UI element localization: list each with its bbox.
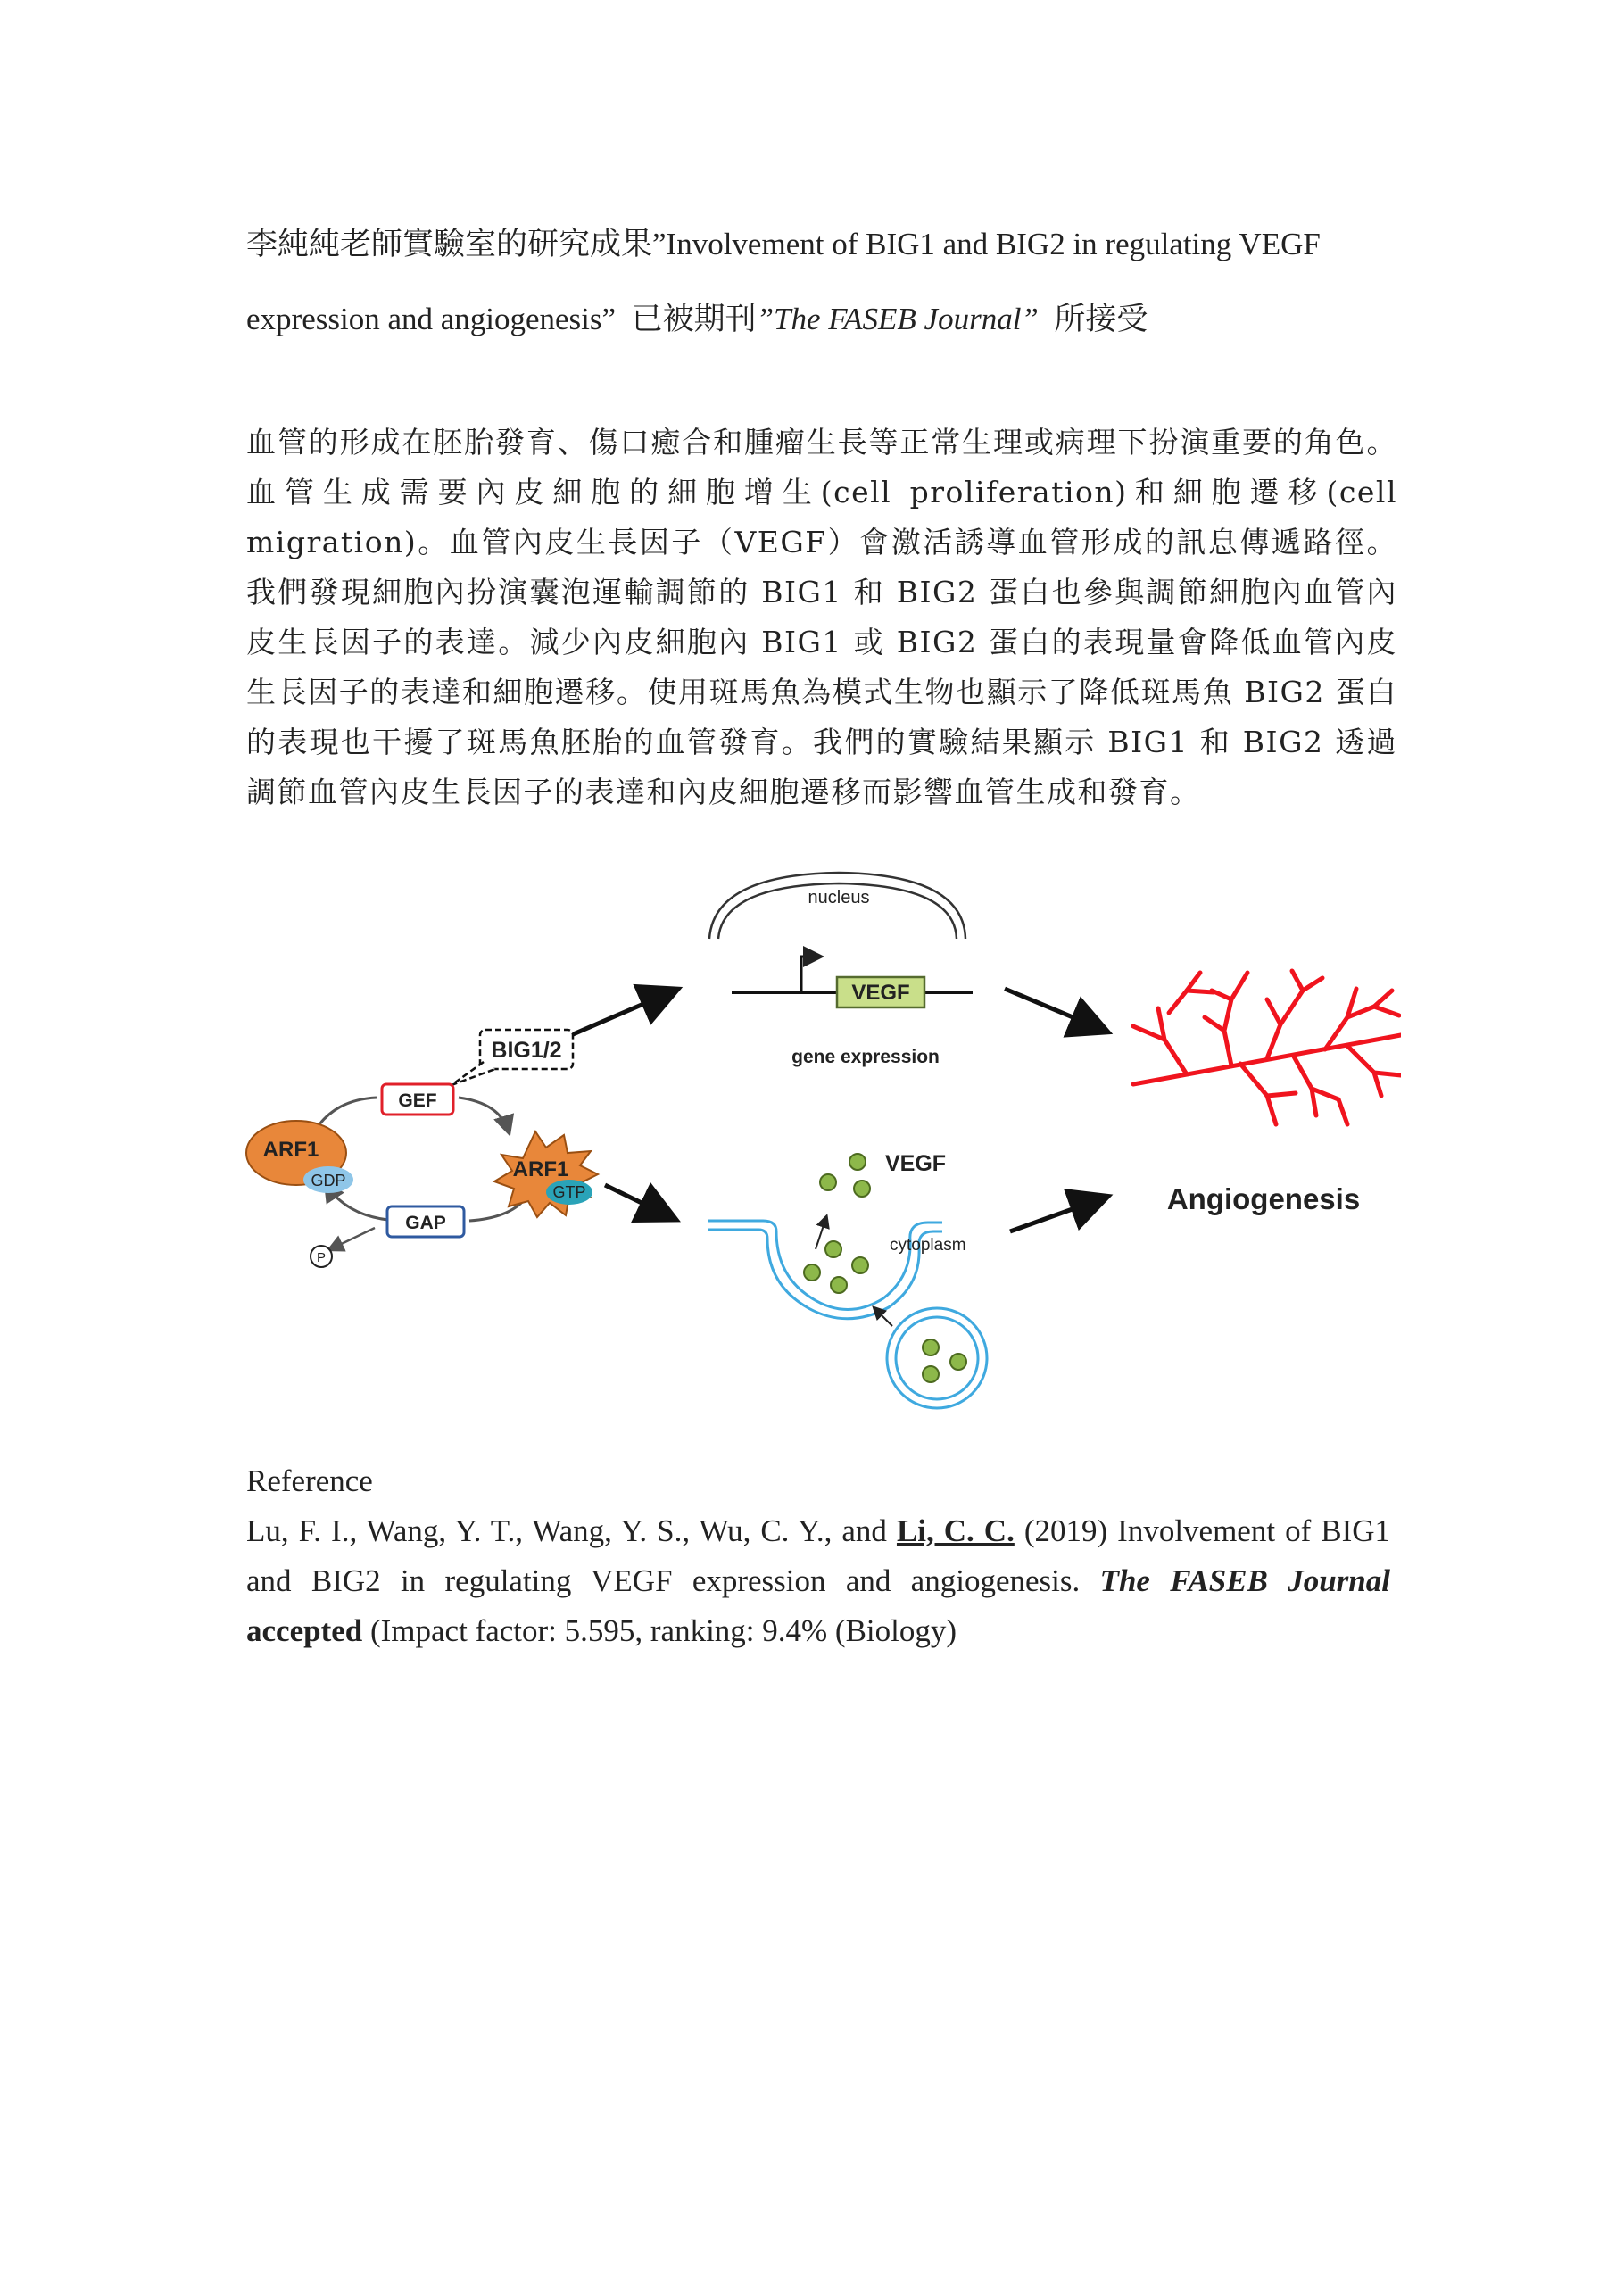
gap-box: [387, 1206, 464, 1237]
arrow-to-cytoplasm: [605, 1185, 673, 1218]
secretion-arrow: [816, 1217, 826, 1249]
arrow-secretion-to-angiogenesis: [1010, 1198, 1105, 1231]
reference-impact: (Impact factor: 5.595, ranking: 9.4% (Biology): [362, 1613, 957, 1648]
angiogenesis-label: Angiogenesis: [1166, 1182, 1361, 1215]
phosphate-label: P: [316, 1250, 327, 1265]
accepted-suffix: 所接受: [1054, 302, 1148, 336]
announcement-title: [246, 207, 1406, 357]
cell-membrane: [708, 1221, 966, 1319]
gdp-label: GDP: [311, 1172, 346, 1189]
reference-heading: Reference: [246, 1463, 373, 1498]
paper-title: ”Involvement of BIG1 and BIG2 in regulating VEGF expression and angiogenesis”: [246, 227, 1321, 336]
phosphate-release-arrow: [330, 1228, 375, 1249]
reference-title: (2019) Involvement of BIG1 and BIG2 in regulating VEGF expression and angiogenesis.: [246, 1513, 1391, 1598]
promoter-arrow: [801, 957, 819, 992]
accepted-by-text: 已被期刊: [631, 302, 757, 336]
cycle-arc-top-left: [319, 1098, 377, 1124]
cytoplasm-label: cytoplasm: [890, 1236, 966, 1255]
nucleus: [709, 873, 965, 939]
lab-prefix: 李純純老師實驗室的研究成果: [246, 227, 653, 261]
reference-section: [246, 1456, 1390, 1656]
gef-label: GEF: [398, 1090, 437, 1111]
blood-vessel-icon: [1133, 971, 1401, 1124]
vegf-gene: [732, 957, 973, 1067]
nucleus-label: nucleus: [808, 888, 870, 908]
gap-label: GAP: [405, 1213, 446, 1233]
secreted-vegf: [816, 1151, 946, 1249]
reference-journal: The FASEB Journal: [1099, 1563, 1390, 1598]
reference-authors: Lu, F. I., Wang, Y. T., Wang, Y. S., Wu, C. Y., and: [246, 1513, 897, 1548]
arrow-expression-to-angiogenesis: [1005, 989, 1105, 1031]
cycle-arc-top-right: [459, 1098, 509, 1131]
gef-box: [382, 1084, 453, 1115]
big12-label: BIG1/2: [491, 1038, 562, 1063]
reference-citation: [246, 1506, 1390, 1656]
arf1-gtp: [494, 1131, 598, 1217]
reference-highlighted-author: Li, C. C.: [896, 1513, 1015, 1548]
arrow-to-nucleus: [571, 991, 675, 1035]
transport-vesicle: [874, 1308, 987, 1408]
arf1-gdp: [246, 1121, 353, 1193]
mechanism-diagram: [241, 857, 1401, 1428]
arf1-left-label: ARF1: [262, 1138, 319, 1162]
vegf-gene-label: VEGF: [851, 981, 910, 1005]
mechanism-figure: [241, 857, 1401, 1428]
reference-status: accepted: [246, 1613, 363, 1648]
gtp-label: GTP: [552, 1183, 586, 1201]
abstract-paragraph: 血管的形成在胚胎發育、傷口癒合和腫瘤生長等正常生理或病理下扮演重要的角色。血管生成需要內皮細胞的細胞增生(cell proliferation)和細胞遷移(cell migration)。血管內皮生長因子（VEGF）會激活誘導血管形成的訊息傳遞路徑。我們發現細胞內扮演囊泡運輸調節的 BIG1 和 BIG2 蛋白也參與調節細胞內血管內皮生長因子的表達。減少內皮細胞內 BIG1 或 BIG2 蛋白的表現量會降低血管內皮生長因子的表達和細胞遷移。使用斑馬魚為模式生物也顯示了降低斑馬魚 BIG2 蛋白的表現也干擾了斑馬魚胚胎的血管發育。我們的實驗結果顯示 BIG1 和 BIG2 透過調節血管內皮生長因子的表達和內皮細胞遷移而影響血管生成和發育。: [246, 425, 1397, 809]
big12-callout: [452, 1030, 573, 1085]
journal-name: ”The FASEB Journal”: [756, 302, 1039, 336]
arf1-right-label: ARF1: [512, 1157, 569, 1181]
vegf-protein-label: VEGF: [885, 1151, 947, 1176]
phosphate: [311, 1246, 332, 1267]
gene-expression-label: gene expression: [791, 1047, 940, 1067]
